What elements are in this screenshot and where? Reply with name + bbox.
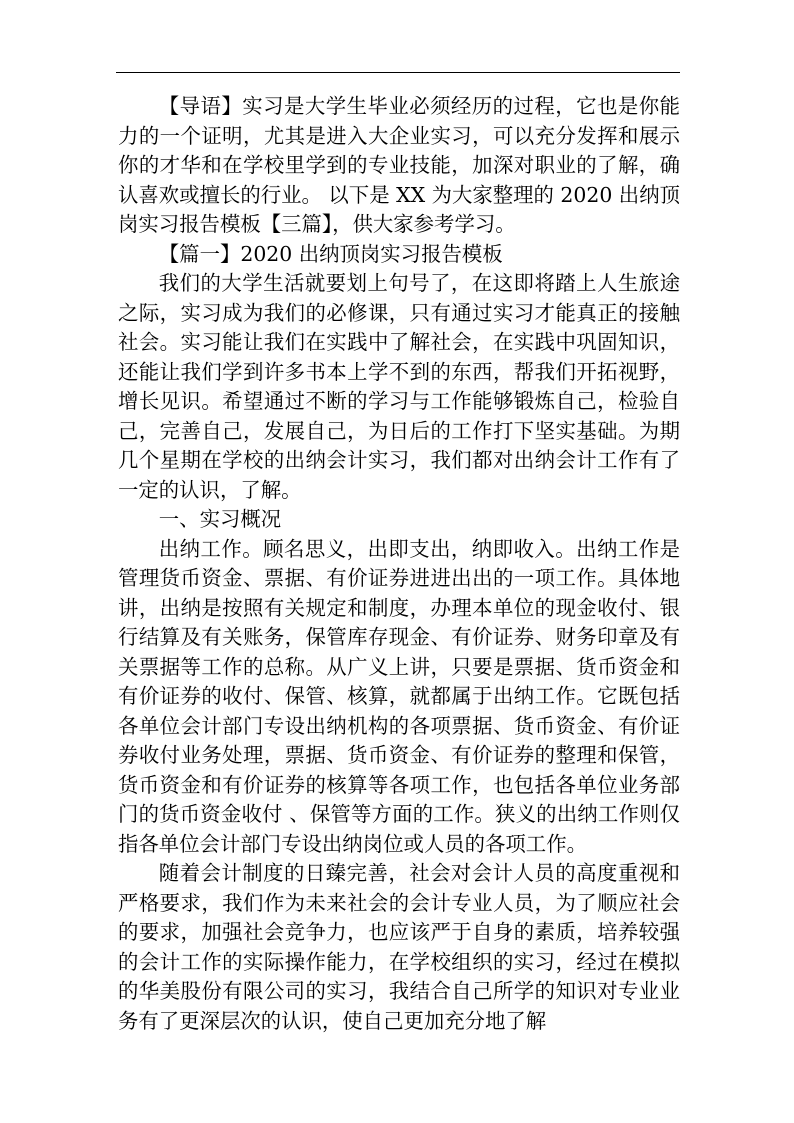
body-paragraph: 我们的大学生活就要划上句号了，在这即将踏上人生旅途之际，实习成为我们的必修课，只有通过实习才能真正的接触社会。实习能让我们在实践中了解社会，在实践中巩固知识，还能让我们学到许多书本上学不到的东西，帮我们开拓视野，增长见识。希望通过不断的学习与工作能够锻炼自己，检验自己，完善自己，发展自己，为日后的工作打下坚实基础。为期几个星期在学校的出纳会计实习，我们都对出纳会计工作有了一定的认识，了解。 <box>118 271 680 502</box>
body-paragraph: 出纳工作。顾名思义，出即支出，纳即收入。出纳工作是管理货币资金、票据、有价证券进进出出的一项工作。具体地讲，出纳是按照有关规定和制度，办理本单位的现金收付、银行结算及有关账务，保管库存现金、有价证券、财务印章及有关票据等工作的总称。从广义上讲，只要是票据、货币资金和有价证券的收付、保管、核算，就都属于出纳工作。它既包括各单位会计部门专设出纳机构的各项票据、货币资金、有价证券收付业务处理，票据、货币资金、有价证券的整理和保管，货币资金和有价证券的核算等各项工作，也包括各单位业务部门的货币资金收付 、保管等方面的工作。狭义的出纳工作则仅指各单位会计部门专设出纳岗位或人员的各项工作。 <box>118 536 680 856</box>
document-body <box>118 92 680 1036</box>
intro-paragraph: 【导语】实习是大学生毕业必须经历的过程，它也是你能力的一个证明，尤其是进入大企业实习，可以充分发挥和展示你的才华和在学校里学到的专业技能，加深对职业的了解，确认喜欢或擅长的行业。 以下是 XX 为大家整理的 2020 出纳顶岗实习报告模板【三篇】，供大家参考学习。 <box>118 94 680 236</box>
header-rule <box>116 72 680 73</box>
section-heading-part-one: 【篇一】2020 出纳顶岗实习报告模板 <box>158 241 503 266</box>
body-paragraph: 随着会计制度的日臻完善，社会对会计人员的高度重视和严格要求，我们作为未来社会的会计专业人员，为了顺应社会的要求，加强社会竞争力，也应该严于自身的素质，培养较强的会计工作的实际操作能力，在学校组织的实习，经过在模拟的华美股份有限公司的实习，我结合自己所学的知识对专业业务有了更深层次的认识，使自己更加充分地了解 <box>118 861 680 1033</box>
subsection-heading: 一、实习概况 <box>158 507 282 531</box>
